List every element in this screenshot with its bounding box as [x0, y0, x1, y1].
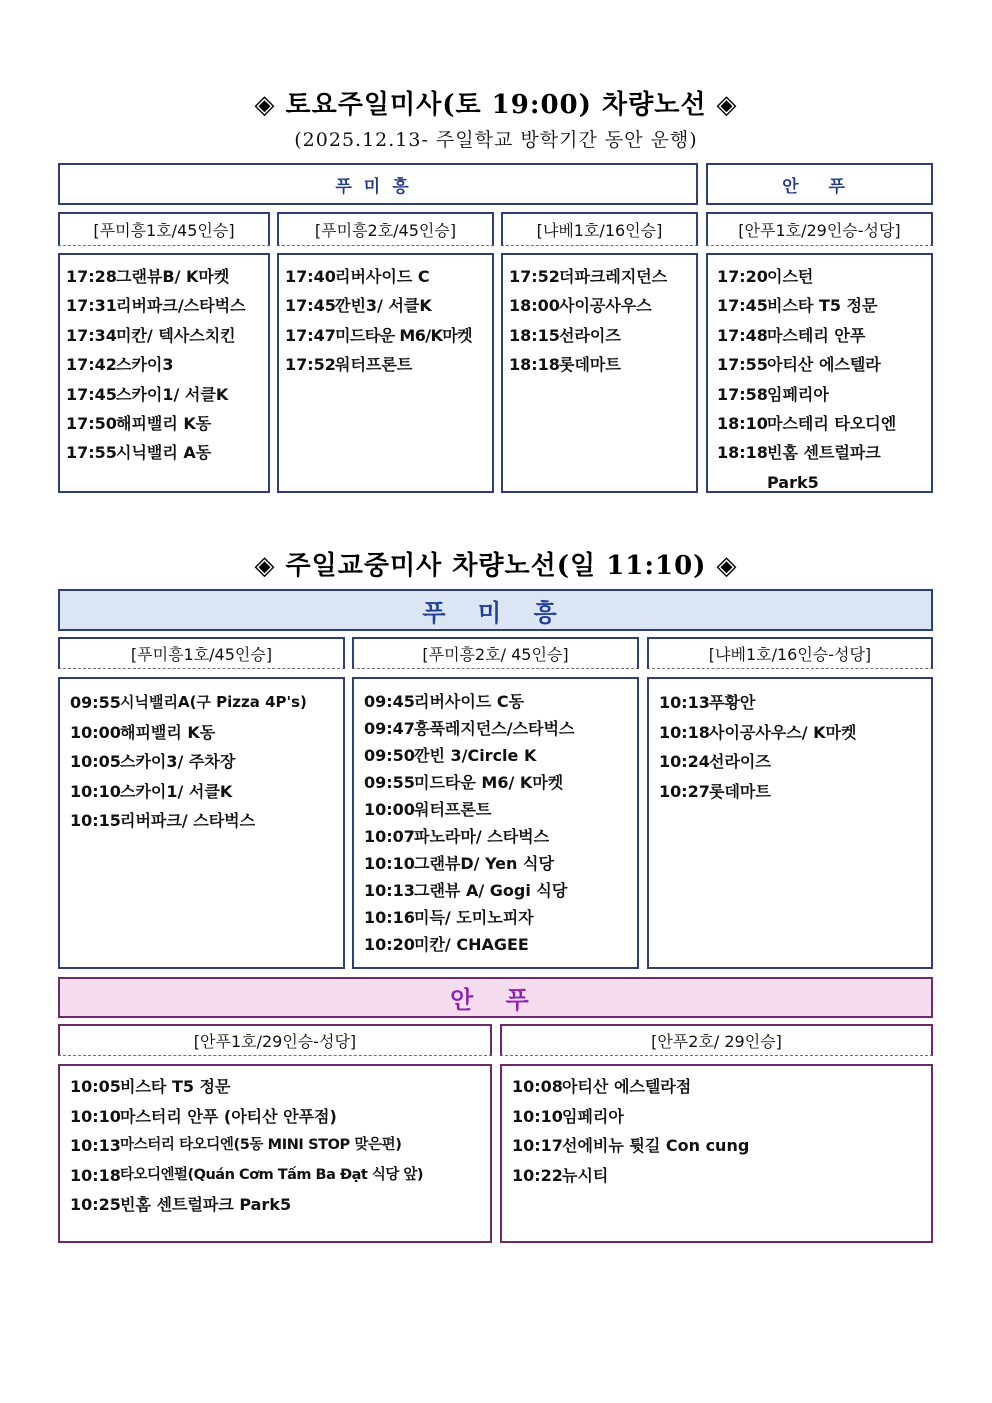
stop-place: 리버사이드 C동	[414, 692, 525, 711]
stop-time: 10:17	[512, 1136, 563, 1155]
stop-row	[70, 806, 343, 836]
route-label: [안푸1호/29인승-성당]	[58, 1024, 492, 1056]
stop-row	[717, 380, 931, 409]
stop-time: 17:34	[66, 325, 117, 345]
stop-place: 워터프론트	[414, 800, 492, 819]
stop-row	[66, 380, 268, 409]
stop-place: 리버파크/ 스타벅스	[120, 811, 256, 830]
stop-row	[717, 350, 931, 379]
stop-time: 10:05	[70, 752, 121, 771]
stop-time: 10:24	[659, 752, 710, 771]
route-stop-list	[58, 1064, 492, 1243]
stop-row	[364, 877, 637, 904]
stop-time: 18:18	[717, 443, 768, 463]
stop-time: 17:42	[66, 355, 117, 375]
stop-time: 17:45	[66, 384, 117, 404]
stop-time: 10:13	[70, 1136, 121, 1155]
stop-row	[717, 438, 931, 467]
stop-row	[66, 409, 268, 438]
stop-time: 10:18	[70, 1165, 121, 1185]
stop-row	[364, 823, 637, 850]
route-stop-list	[501, 253, 698, 493]
stop-place: 임페리아	[562, 1106, 624, 1126]
sunday-region-phu-my-hung: 푸 미 흥	[58, 589, 933, 631]
stop-row	[70, 1190, 490, 1220]
stop-time: 17:45	[285, 296, 336, 316]
stop-place: 리버사이드 C	[335, 267, 430, 286]
stop-row	[66, 291, 268, 320]
stop-row	[509, 321, 696, 350]
stop-place: 아티산 에스텔라	[767, 355, 881, 375]
stop-row	[364, 715, 637, 742]
stop-place: 아티산 에스텔라점	[562, 1077, 692, 1096]
stop-row	[659, 688, 931, 718]
stop-row	[70, 747, 343, 777]
stop-time: 10:00	[70, 722, 121, 742]
saturday-title: ◈ 토요주일미사(토 19:00) 차량노선 ◈	[254, 90, 738, 120]
stop-place: 해피밸리 K동	[116, 413, 212, 433]
stop-place: 사이공사우스	[559, 296, 652, 316]
saturday-subtitle: (2025.12.13- 주일학교 방학기간 동안 운행)	[294, 129, 698, 151]
stop-time: 17:45	[717, 296, 768, 316]
stop-place: 미칸/ 텍사스치킨	[116, 325, 236, 345]
route-label: [안푸2호/ 29인승]	[500, 1024, 933, 1056]
stop-time: 09:55	[70, 693, 121, 712]
stop-place: 미칸/ CHAGEE	[414, 935, 529, 954]
stop-time: 10:05	[70, 1077, 121, 1096]
stop-place: 스카이3	[116, 355, 174, 375]
stop-place: 비스타 T5 정문	[120, 1077, 231, 1096]
stop-time: 09:45	[364, 692, 415, 711]
stop-row	[717, 291, 931, 320]
stop-time: 10:22	[512, 1165, 563, 1185]
stop-time: 10:25	[70, 1195, 121, 1214]
stop-row	[364, 742, 637, 769]
stop-place: 마스테리 타오디엔	[767, 413, 897, 433]
stop-place: 푸황안	[709, 693, 756, 712]
stop-time: 17:31	[66, 296, 117, 316]
route-stop-list	[352, 677, 639, 969]
stop-row	[659, 777, 931, 807]
stop-row	[364, 769, 637, 796]
stop-time: 17:50	[66, 413, 117, 433]
stop-row	[512, 1102, 931, 1132]
stop-place: 타오디엔펄(Quán Cơm Tấm Ba Đạt 식당 앞)	[120, 1166, 424, 1183]
saturday-region-phu-my-hung: 푸미흥	[58, 163, 698, 205]
stop-row	[364, 931, 637, 958]
stop-row	[285, 262, 492, 291]
stop-time: 10:07	[364, 827, 415, 846]
stop-row	[70, 777, 343, 807]
stop-time: 10:00	[364, 800, 415, 819]
stop-time: 18:18	[509, 355, 560, 375]
stop-place: 시닉밸리 A동	[116, 443, 212, 463]
stop-place: 리버파크/스타벅스	[116, 296, 246, 316]
stop-row-continuation	[717, 468, 931, 497]
stop-time: 17:47	[285, 325, 336, 345]
stop-row	[512, 1161, 931, 1191]
stop-row	[66, 321, 268, 350]
stop-row	[70, 718, 343, 748]
stop-row	[66, 262, 268, 291]
stop-time: 10:18	[659, 722, 710, 742]
stop-place: 깐빈3/ 서클K	[335, 296, 432, 316]
stop-place: 선라이즈	[709, 752, 771, 771]
route-label: [안푸1호/29인승-성당]	[706, 212, 933, 246]
stop-place: 임페리아	[767, 384, 829, 404]
stop-place: 롯데마트	[709, 781, 771, 801]
stop-row	[364, 904, 637, 931]
stop-place: 빈홈 센트럴파크 Park5	[120, 1195, 292, 1214]
stop-row	[717, 262, 931, 291]
stop-place: 마스터리 타오디엔(5동 MINI STOP 맞은편)	[120, 1137, 402, 1153]
stop-time: 17:20	[717, 267, 768, 286]
stop-place: 스카이3/ 주차장	[120, 752, 236, 771]
stop-row	[509, 350, 696, 379]
stop-place: 선라이즈	[559, 325, 621, 345]
stop-row	[509, 262, 696, 291]
route-stop-list	[58, 253, 270, 493]
stop-place: 미드타운 M6/ K마켓	[414, 773, 564, 792]
stop-place: 파노라마/ 스타벅스	[414, 827, 550, 846]
stop-time: 18:00	[509, 296, 560, 316]
stop-place: 사이공사우스/ K마켓	[709, 722, 857, 742]
stop-time: 17:40	[285, 267, 336, 286]
stop-time: 10:27	[659, 781, 710, 801]
route-stop-list	[647, 677, 933, 969]
stop-place: 해피밸리 K동	[120, 722, 216, 742]
stop-row	[659, 718, 931, 748]
stop-place: 뉴시티	[562, 1165, 609, 1185]
route-label: [푸미흥1호/45인승]	[58, 637, 345, 669]
stop-time: 10:13	[364, 881, 415, 900]
stop-place: 더파크레지던스	[559, 267, 668, 286]
stop-row	[285, 350, 492, 379]
stop-time: 10:10	[70, 1106, 121, 1126]
stop-place: 스카이1/ 서클K	[116, 384, 229, 404]
stop-row	[70, 688, 343, 718]
route-label: [푸미흥2호/ 45인승]	[352, 637, 639, 669]
stop-row	[70, 1072, 490, 1102]
sunday-title: ◈ 주일교중미사 차량노선(일 11:10) ◈	[254, 551, 738, 581]
stop-place: Park5	[767, 472, 819, 492]
route-label: [냐베1호/16인승-성당]	[647, 637, 933, 669]
stop-row	[364, 688, 637, 715]
stop-row	[66, 350, 268, 379]
stop-place: 비스타 T5 정문	[767, 296, 878, 316]
stop-row	[717, 409, 931, 438]
stop-time: 10:10	[512, 1106, 563, 1126]
stop-time: 10:10	[364, 854, 415, 873]
stop-row	[659, 747, 931, 777]
route-stop-list	[277, 253, 494, 493]
stop-row	[364, 850, 637, 877]
stop-place: 그랜뷰 A/ Gogi 식당	[414, 881, 568, 900]
route-stop-list	[500, 1064, 933, 1243]
stop-time: 10:10	[70, 781, 121, 801]
route-stop-list	[58, 677, 345, 969]
stop-row	[70, 1131, 490, 1161]
stop-row	[285, 291, 492, 320]
stop-place: 미드타운 M6/K마켓	[335, 325, 473, 345]
stop-time: 10:16	[364, 908, 415, 927]
stop-place: 빈홈 센트럴파크	[767, 443, 881, 463]
stop-time: 17:28	[66, 267, 117, 286]
route-label: [푸미흥2호/45인승]	[277, 212, 494, 246]
stop-time: 09:55	[364, 773, 415, 792]
stop-time: 09:50	[364, 746, 415, 765]
stop-row	[66, 438, 268, 467]
stop-place: 미득/ 도미노피자	[414, 908, 534, 927]
stop-row	[512, 1072, 931, 1102]
stop-time: 17:55	[717, 355, 768, 375]
stop-time: 09:47	[364, 719, 415, 738]
saturday-region-an-phu: 안 푸	[706, 163, 933, 205]
stop-place: 깐빈 3/Circle K	[414, 746, 537, 765]
stop-place: 그랜뷰B/ K마켓	[116, 267, 230, 286]
stop-time: 17:55	[66, 443, 117, 463]
stop-place: 마스터리 안푸 (아티산 안푸점)	[120, 1106, 337, 1126]
stop-place: 이스턴	[767, 267, 814, 286]
stop-row	[512, 1131, 931, 1161]
stop-row	[285, 321, 492, 350]
stop-row	[70, 1161, 490, 1191]
stop-time: 17:58	[717, 384, 768, 404]
route-label: [냐베1호/16인승]	[501, 212, 698, 246]
stop-row	[509, 291, 696, 320]
stop-place: 선에비뉴 튓길 Con cung	[562, 1136, 750, 1155]
stop-row	[364, 796, 637, 823]
route-label: [푸미흥1호/45인승]	[58, 212, 270, 246]
stop-place: 시닉밸리A(구 Pizza 4P's)	[120, 693, 307, 711]
stop-time: 10:13	[659, 693, 710, 712]
stop-place: 스카이1/ 서클K	[120, 781, 233, 801]
stop-time: 17:52	[509, 267, 560, 286]
stop-time: 17:48	[717, 325, 768, 345]
stop-row	[70, 1102, 490, 1132]
stop-time: 18:15	[509, 325, 560, 345]
stop-time: 10:08	[512, 1077, 563, 1096]
stop-place: 흥푹레지던스/스타벅스	[414, 719, 575, 738]
route-stop-list	[706, 253, 933, 493]
stop-time: 10:20	[364, 935, 415, 954]
stop-time: 10:15	[70, 811, 121, 830]
stop-place: 마스테리 안푸	[767, 325, 866, 345]
stop-row	[717, 321, 931, 350]
stop-place: 그랜뷰D/ Yen 식당	[414, 854, 554, 873]
stop-time: 17:52	[285, 355, 336, 375]
sunday-region-an-phu: 안 푸	[58, 977, 933, 1018]
stop-place: 롯데마트	[559, 355, 621, 375]
stop-place: 워터프론트	[335, 355, 413, 375]
stop-time: 18:10	[717, 413, 768, 433]
